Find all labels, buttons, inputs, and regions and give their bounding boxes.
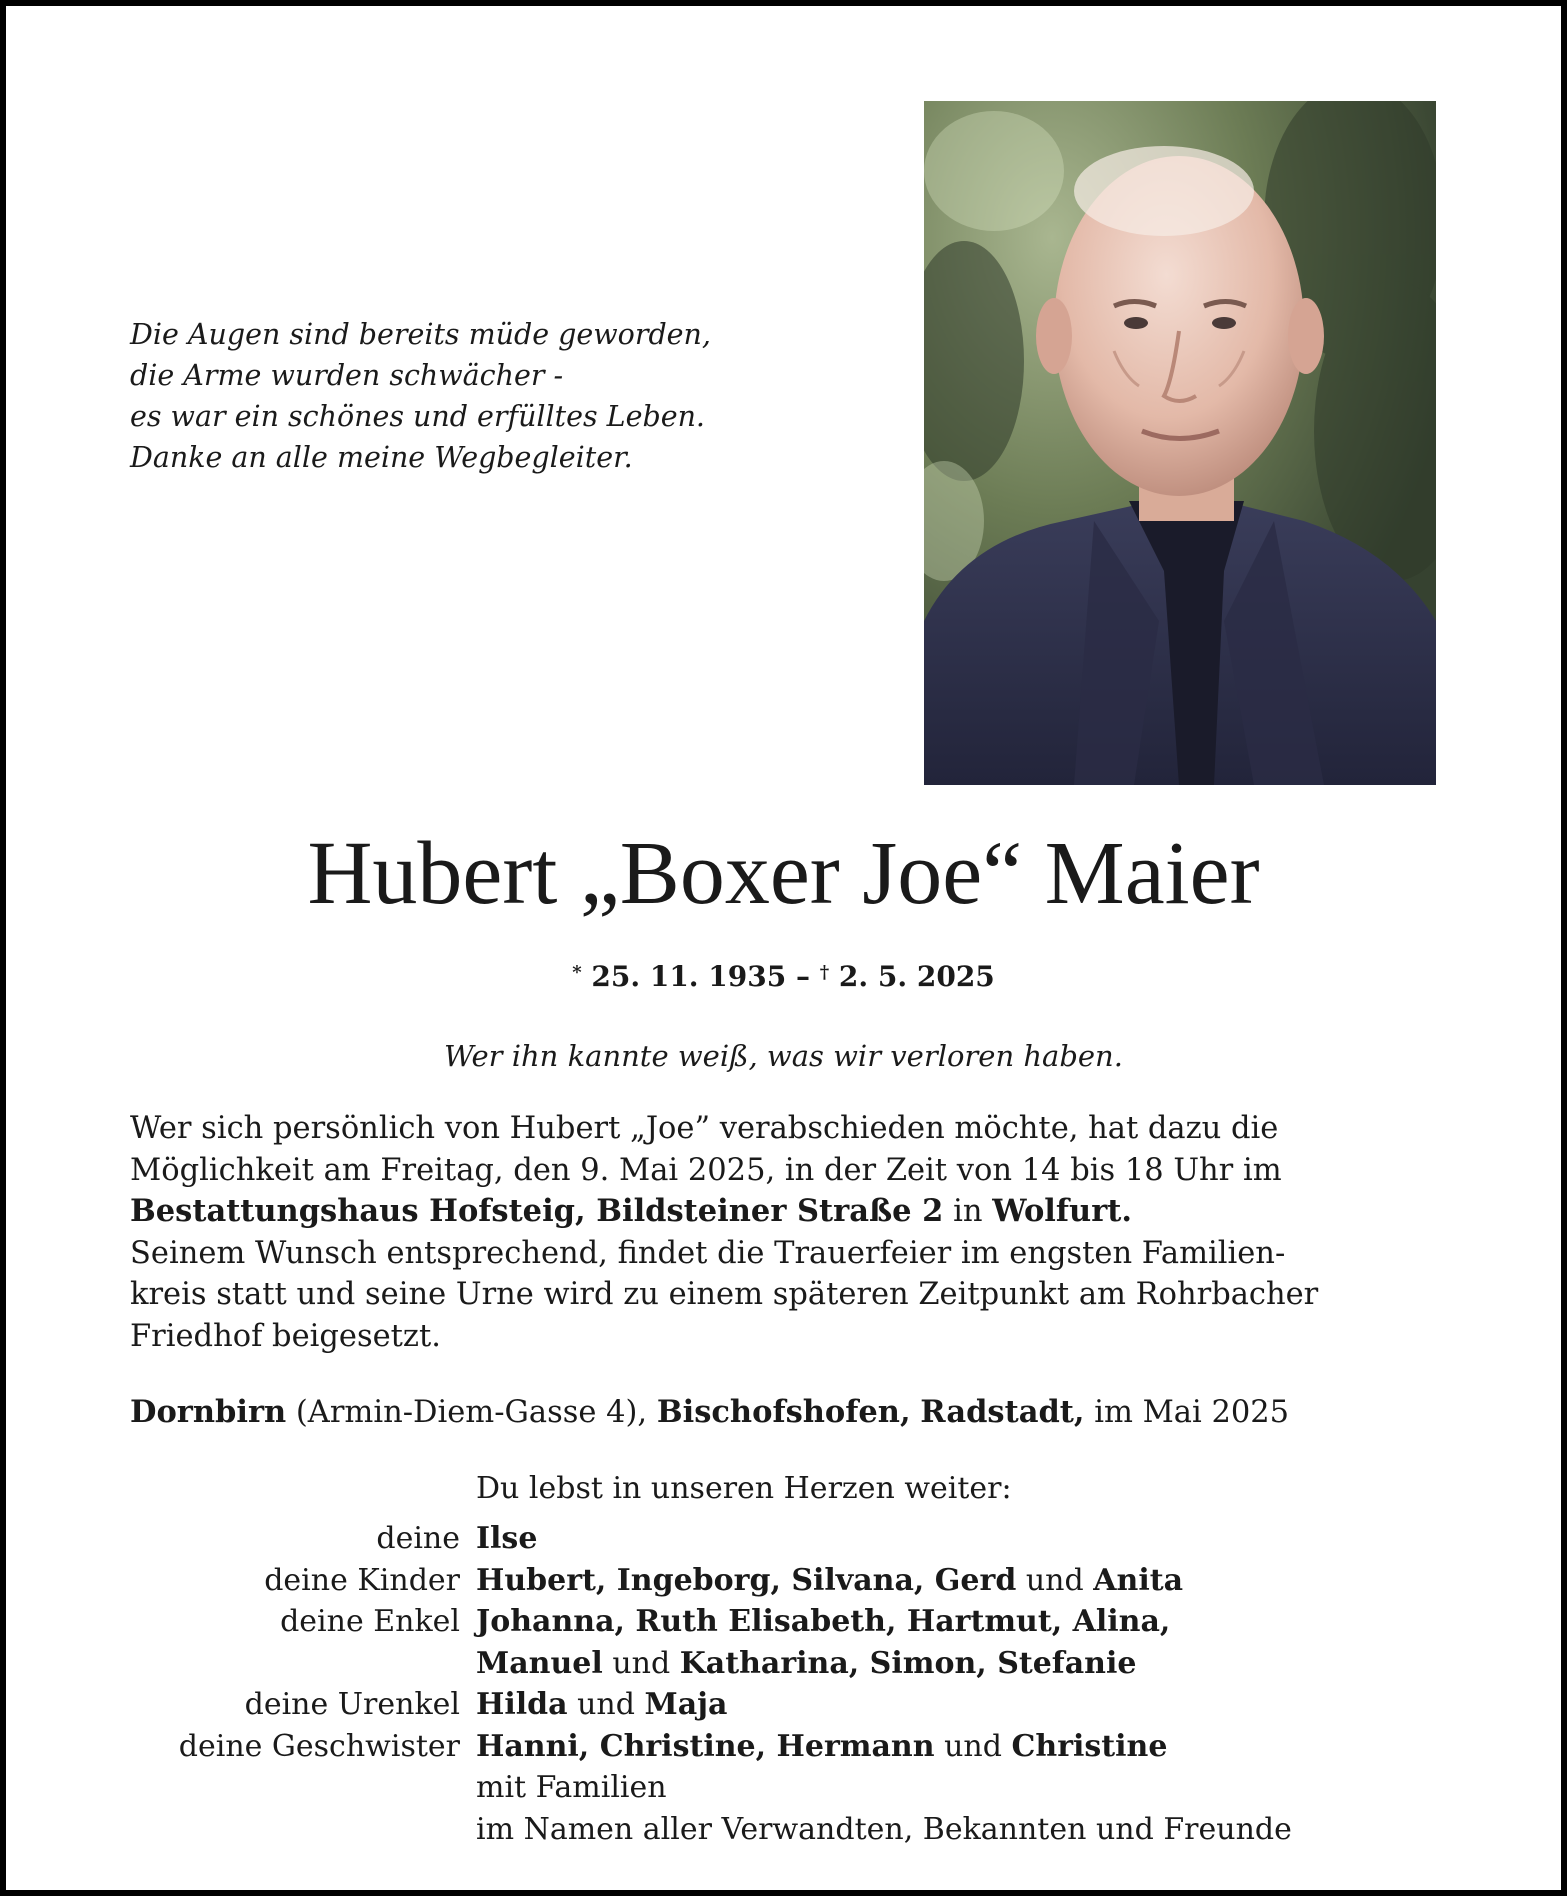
mourner-row-grandchildren-cont bbox=[130, 1643, 1460, 1685]
mourner-name: Hanni, Christine, Hermann bbox=[476, 1728, 935, 1764]
mourner-name: Katharina, Simon, Stefanie bbox=[679, 1645, 1137, 1681]
verse-line: Danke an alle meine Wegbegleiter. bbox=[130, 441, 633, 474]
verse-line: die Arme wurden schwächer - bbox=[130, 359, 564, 392]
mourner-row-siblings bbox=[130, 1726, 1460, 1768]
mourner-name: Hilda bbox=[476, 1687, 568, 1722]
conjunction: und bbox=[612, 1645, 671, 1681]
mourners-list bbox=[130, 1518, 1460, 1850]
with-families: mit Familien bbox=[476, 1770, 667, 1805]
conjunction: und bbox=[1025, 1562, 1084, 1598]
mourner-row-families bbox=[130, 1767, 1460, 1809]
mourner-name: Anita bbox=[1093, 1562, 1184, 1598]
city-bischofshofen: Bischofshofen, bbox=[656, 1394, 911, 1430]
city-dornbirn: Dornbirn bbox=[130, 1394, 287, 1430]
announcement-text bbox=[130, 1108, 1440, 1357]
body-line-location bbox=[130, 1191, 1440, 1233]
location-city: Wolfurt. bbox=[992, 1193, 1132, 1229]
relation-label: deine Urenkel bbox=[244, 1687, 460, 1722]
relation-label: deine bbox=[376, 1521, 460, 1556]
place-and-date bbox=[130, 1391, 1460, 1434]
motto: Wer ihn kannte weiß, was wir verloren haben. bbox=[444, 1039, 1123, 1073]
mourner-name: Manuel bbox=[476, 1645, 603, 1681]
relation-label: deine Enkel bbox=[280, 1604, 460, 1639]
body-line: Möglichkeit am Freitag, den 9. Mai 2025, in der Zeit von 14 bis 18 Uhr im bbox=[130, 1152, 1282, 1188]
deceased-name: Hubert „Boxer Joe“ Maier bbox=[307, 824, 1260, 923]
closing-line: im Namen aller Verwandten, Bekannten und Freunde bbox=[476, 1811, 1292, 1847]
mourner-name: Hubert, Ingeborg, Silvana, Gerd bbox=[476, 1562, 1017, 1598]
mourner-row-children bbox=[130, 1560, 1460, 1602]
city-radstadt: Radstadt, bbox=[920, 1394, 1085, 1430]
address: (Armin-Diem-Gasse 4), bbox=[295, 1395, 648, 1430]
death-symbol: † bbox=[819, 962, 830, 983]
mourner-row-closing bbox=[130, 1809, 1460, 1851]
mourner-name: Johanna, Ruth Elisabeth, Hartmut, Alina, bbox=[476, 1604, 1171, 1639]
birth-date: 25. 11. 1935 bbox=[591, 960, 787, 993]
announcement-date: im Mai 2025 bbox=[1094, 1395, 1290, 1430]
mourner-row-wife bbox=[130, 1518, 1460, 1560]
date-separator: – bbox=[795, 960, 810, 993]
life-dates bbox=[6, 953, 1561, 997]
mourner-name: Christine bbox=[1011, 1728, 1168, 1764]
body-line: kreis statt und seine Urne wird zu einem späteren Zeitpunkt am Rohrbacher bbox=[130, 1277, 1319, 1312]
mourner-row-grandchildren bbox=[130, 1601, 1460, 1643]
conjunction: und bbox=[577, 1687, 635, 1722]
body-line: Wer sich persönlich von Hubert „Joe” verabschieden möchte, hat dazu die bbox=[130, 1111, 1279, 1146]
location-name: Bestattungshaus Hofsteig, Bildsteiner Straße 2 bbox=[130, 1193, 944, 1229]
birth-symbol: * bbox=[572, 962, 582, 983]
location-in: in bbox=[953, 1194, 983, 1229]
conjunction: und bbox=[944, 1728, 1002, 1764]
relation-label: deine Kinder bbox=[264, 1562, 460, 1598]
mourner-row-great-grandchildren bbox=[130, 1684, 1460, 1726]
verse-line: es war ein schönes und erfülltes Leben. bbox=[130, 400, 705, 433]
mourners-intro: Du lebst in unseren Herzen weiter: bbox=[476, 1471, 1012, 1506]
mourner-name: Maja bbox=[644, 1687, 728, 1722]
relation-label: deine Geschwister bbox=[178, 1728, 460, 1764]
memorial-verse bbox=[130, 314, 830, 478]
obituary-page bbox=[6, 6, 1561, 1890]
mourner-name: Ilse bbox=[476, 1521, 538, 1556]
death-date: 2. 5. 2025 bbox=[838, 960, 995, 993]
body-line: Friedhof beigesetzt. bbox=[130, 1318, 441, 1354]
verse-line: Die Augen sind bereits müde geworden, bbox=[130, 318, 711, 351]
body-line: Seinem Wunsch entsprechend, findet die Trauerfeier im engsten Familien- bbox=[130, 1235, 1286, 1271]
portrait-photo bbox=[924, 101, 1436, 785]
